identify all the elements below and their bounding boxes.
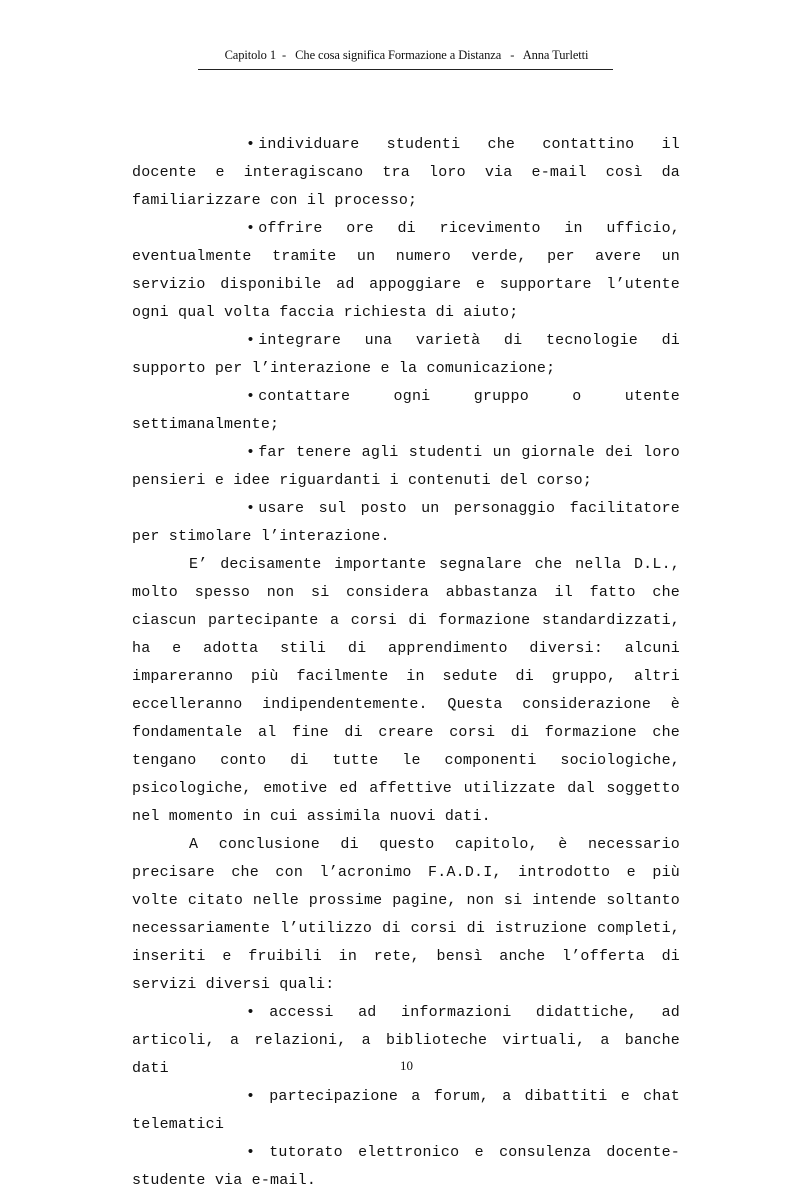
bullet-icon: • — [246, 444, 256, 461]
list-item — [132, 439, 680, 495]
list-item-text: tutorato elettronico e consulenza docente-studente via e-mail. — [132, 1144, 680, 1189]
list-item-text: partecipazione a forum, a dibattiti e chat telematici — [132, 1088, 680, 1133]
body-paragraph: A conclusione di questo capitolo, è necessario precisare che con l’acronimo F.A.D.I, introdotto e più volte citato nelle prossime pagine, non si intende soltanto necessariamente l’utilizzo di corsi di istruzione completi, inseriti e fruibili in rete, bensì anche l’offerta di servizi diversi quali: — [132, 836, 680, 993]
list-item-text: usare sul posto un personaggio facilitatore per stimolare l’interazione. — [132, 500, 680, 545]
running-header: Capitolo 1 - Che cosa significa Formazione a Distanza - Anna Turletti — [224, 48, 589, 62]
page-body — [132, 131, 680, 1195]
list-item — [132, 383, 680, 439]
list-item — [132, 327, 680, 383]
list-item-text: offrire ore di ricevimento in ufficio, eventualmente tramite un numero verde, per avere un servizio disponibile ad appoggiare e supportare l’utente ogni qual volta faccia richiesta di aiuto; — [132, 220, 680, 321]
list-item — [132, 131, 680, 215]
list-item-text: contattare ogni gruppo o utente settimanalmente; — [132, 388, 680, 433]
list-item — [132, 215, 680, 327]
bullet-icon: • — [246, 1144, 256, 1161]
list-item-text: far tenere agli studenti un giornale dei loro pensieri e idee riguardanti i contenuti del corso; — [132, 444, 680, 489]
page-number: 10 — [400, 1058, 413, 1073]
list-item — [132, 1139, 680, 1195]
bullet-icon: • — [246, 136, 256, 153]
body-paragraph: E’ decisamente importante segnalare che nella D.L., molto spesso non si considera abbastanza il fatto che ciascun partecipante a corsi di formazione standardizzati, ha e adotta stili di apprendimento diversi: alcuni impareranno più facilmente in sedute di gruppo, altri eccelleranno indipendentemente. Questa considerazione è fondamentale al fine di creare corsi di formazione che tengano conto di tutte le componenti sociologiche, psicologiche, emotive ed affettive utilizzate dal soggetto nel momento in cui assimila nuovi dati. — [132, 556, 680, 825]
header-rule — [198, 69, 613, 70]
list-item-text: integrare una varietà di tecnologie di supporto per l’interazione e la comunicazione; — [132, 332, 680, 377]
list-item-text: accessi ad informazioni didattiche, ad articoli, a relazioni, a biblioteche virtuali, a banche dati — [132, 1004, 680, 1077]
list-item — [132, 495, 680, 551]
bullet-icon: • — [246, 332, 256, 349]
list-item — [132, 1083, 680, 1139]
list-item-text: individuare studenti che contattino il docente e interagiscano tra loro via e-mail così da familiarizzare con il processo; — [132, 136, 680, 209]
bullet-icon: • — [246, 220, 256, 237]
bullet-icon: • — [246, 500, 256, 517]
bullet-icon: • — [246, 1088, 256, 1105]
bullet-icon: • — [246, 1004, 256, 1021]
bullet-icon: • — [246, 388, 256, 405]
